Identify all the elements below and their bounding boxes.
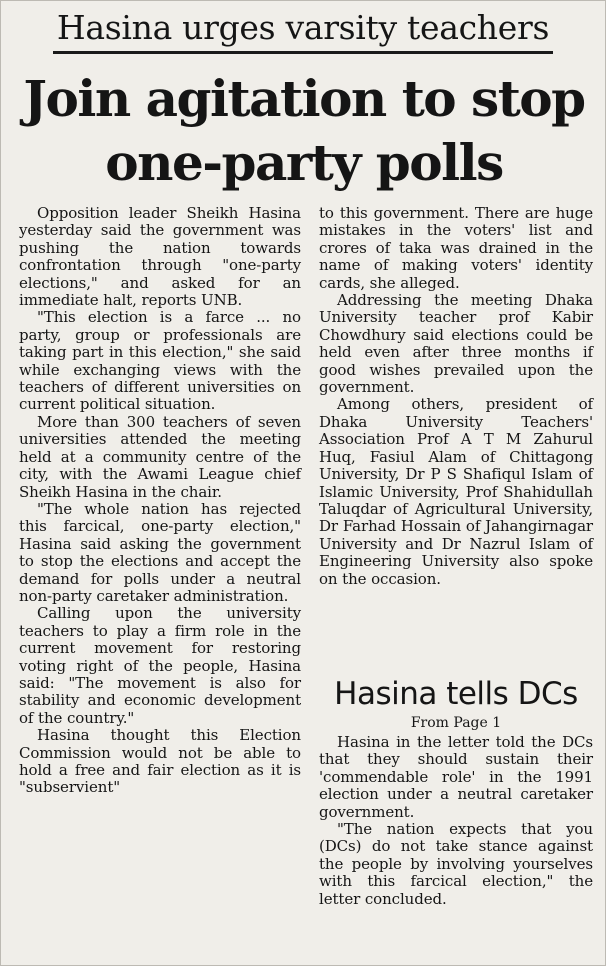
article-paragraph: Hasina thought this Election Commission would not be able to hold a free and fair election as it is "subservient" bbox=[19, 726, 301, 797]
article-paragraph: More than 300 teachers of seven universities attended the meeting held at a community centre of the city, with the Awami League chief Sheikh Hasina in the chair. bbox=[19, 412, 301, 501]
article-paragraph: "This election is a farce ... no party, group or professionals are taking part in this election," she said while exchanging views with the teachers of different universities on current political situation. bbox=[19, 308, 301, 414]
kicker-headline: Hasina urges varsity teachers bbox=[53, 5, 553, 54]
article-paragraph: Addressing the meeting Dhaka University teacher prof Kabir Chowdhury said elections could be held even after three months if good wishes prevailed upon the government. bbox=[319, 291, 593, 397]
sidebar-paragraph: Hasina in the letter told the DCs that they should sustain their 'commendable role' in the 1991 election under a neutral caretaker government. bbox=[319, 733, 593, 821]
article-paragraph: Opposition leader Sheikh Hasina yesterday said the government was pushing the nation towards confrontation through "one-party elections," and asked for an immediate halt, reports UNB. bbox=[19, 204, 301, 310]
sidebar-paragraph: "The nation expects that you (DCs) do not take stance against the people by involving yourselves with this farcical election," the letter concluded. bbox=[319, 820, 593, 908]
main-headline-line-2: one-party polls bbox=[105, 133, 503, 192]
article-right-column bbox=[319, 205, 593, 588]
sidebar-story-body bbox=[319, 734, 593, 908]
sidebar-story-headline: Hasina tells DCs bbox=[334, 676, 578, 712]
article-left-column bbox=[19, 205, 301, 797]
article-paragraph: "The whole nation has rejected this farcical, one-party election," Hasina said asking the government to stop the elections and accept the demand for polls under a neutral non-party caretaker administration. bbox=[19, 499, 301, 605]
article-paragraph: Among others, president of Dhaka University Teachers' Association Prof A T M Zahurul Huq, Fasiul Alam of Chittagong University, Dr P S Shafiqul Islam of Islamic University, Prof Shahidullah Taluqdar of Agricultural University, Dr Farhad Hossain of Jahangirnagar University and Dr Nazrul Islam of Engineering University also spoke on the occasion. bbox=[319, 395, 593, 588]
article-paragraph: to this government. There are huge mistakes in the voters' list and crores of taka was drained in the name of making voters' identity cards, she alleged. bbox=[319, 204, 593, 292]
article-paragraph: Calling upon the university teachers to play a firm role in the current movement for restoring voting right of the people, Hasina said: "The movement is also for stability and economic development of the country." bbox=[19, 604, 301, 727]
main-headline-line-1: Join agitation to stop bbox=[23, 69, 585, 128]
jump-line: From Page 1 bbox=[410, 715, 502, 731]
